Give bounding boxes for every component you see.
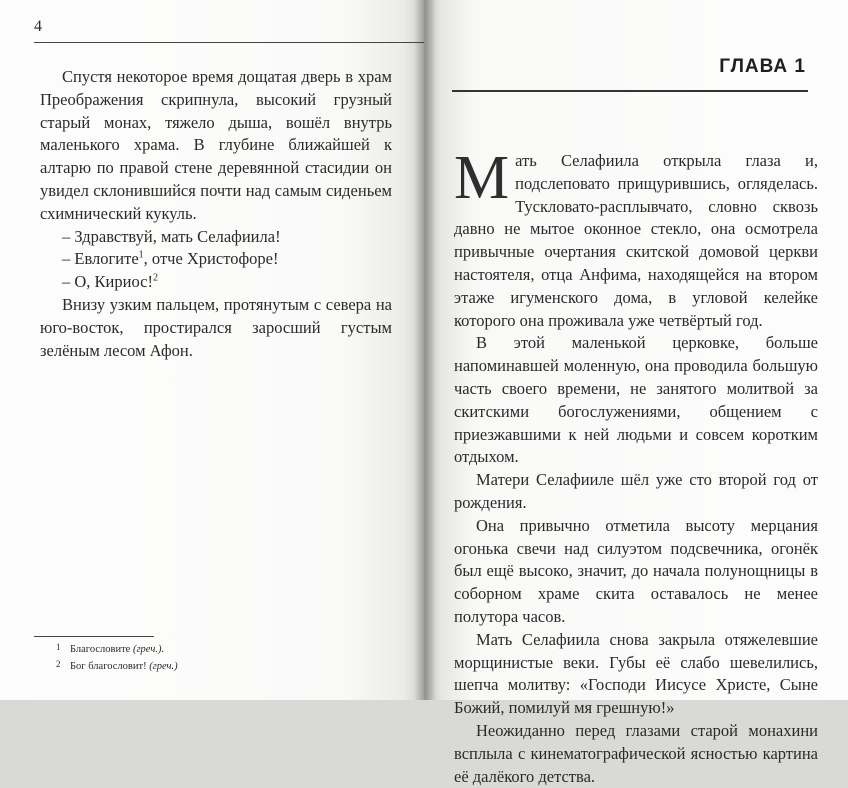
footnote: 2 Бог благословит! (греч.) [56,659,178,672]
footnote-number: 1 [56,642,61,652]
footnote-ref[interactable]: 1 [138,249,144,261]
dialogue-line: – О, Кириос!$^2$ [62,272,158,292]
paragraph: В этой маленькой церковке, больше напоминавшей моленную, она проводила большую часть своего времени, не занятого молитвой за скитскими богослужениями, общением с приезжавшими к ней людьми и совсем коротким отдыхом. [454,333,818,467]
paragraph: Внизу узким пальцем, протянутым с севера на юго-восток, простирался заросший густым зелёным лесом Афон. [40,294,392,360]
footnote: 1 Благословите (греч.). [56,642,165,655]
drop-cap: М [454,144,510,212]
footnote-ref[interactable]: 2 [152,272,158,284]
paragraph: Неожиданно перед глазами старой монахини всплыла с кинематографической ясностью картина её далёкого детства. [454,720,818,786]
paragraph: Спустя некоторое время дощатая дверь в храм Преображения скрипнула, высокий грузный старый монах, тяжело дыша, вошёл внутрь маленького храма. В глубине ближайшей к алтарю по правой стене деревянной стасидии он увидел склонившийся почти над самым сиденьем схимнический кукуль. [40,67,392,223]
paragraph: Матери Селафииле шёл уже сто второй год от рождения. [454,470,818,512]
footnote-rule [34,636,154,637]
left-page-body [40,66,392,362]
page-number: 4 [34,18,42,35]
paragraph: Она привычно отметила высоту мерцания огонька свечи над силуэтом подсвечника, огонёк был ещё высоко, значит, до начала полунощницы в соборном храме скита оставалось не менее полутора часов. [454,515,818,626]
chapter-rule [452,90,808,92]
chapter-title: ГЛАВА 1 [719,56,806,77]
paragraph: Мать Селафиила снова закрыла отяжелевшие морщинистые веки. Губы её слабо шевелились, шепча молитву: «Господи Иисусе Христе, Сыне Божий, помилуй мя грешную!» [454,629,818,718]
dialogue-line: – Здравствуй, мать Селафиила! [62,226,281,246]
book-gutter [414,0,436,700]
dialogue-line: – Евлогите$^1$, отче Христофоре! [62,249,279,269]
footnotes [56,640,178,674]
first-paragraph: Мать Селафиила открыла глаза и, подслеповато прищурившись, огляделась. Тускловато-расплывчато, словно сквозь давно не мытое оконное стекло, она осмотрела привычные очертания скитской домовой церкви настоятеля, отца Анфима, находящейся на втором этаже игуменского дома, в угловой келейке которого она проживала уже четвёртый год. [454,144,818,330]
right-page-body [454,144,818,788]
footnote-number: 2 [56,659,61,669]
